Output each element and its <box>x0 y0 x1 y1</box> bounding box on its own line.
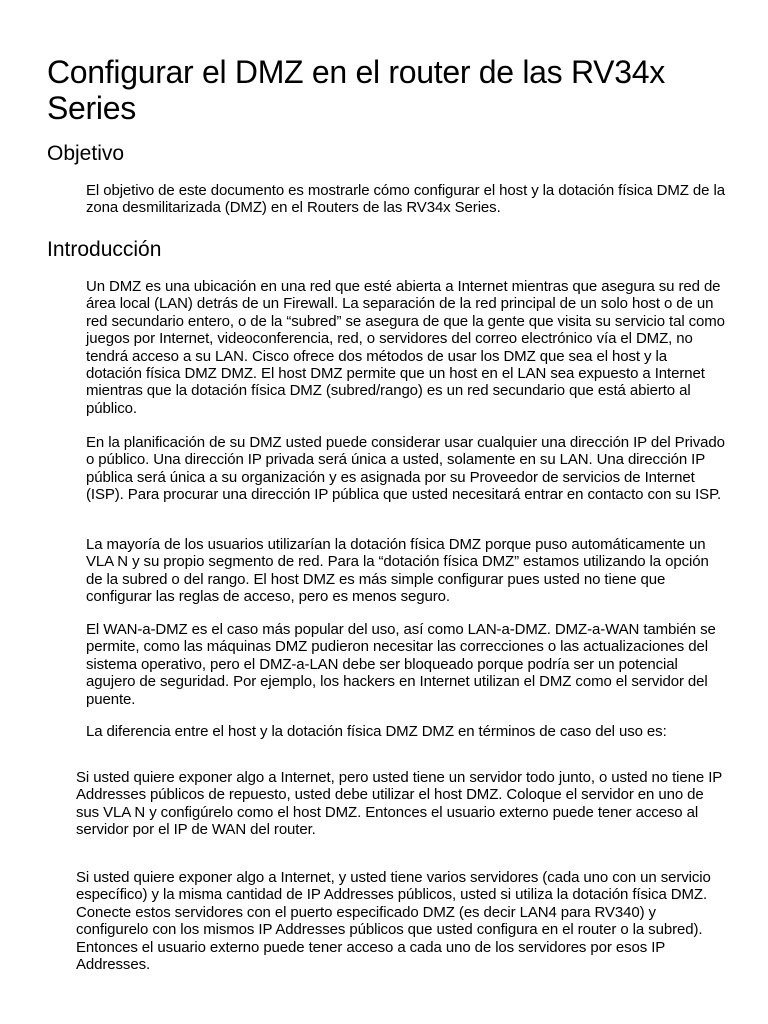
intro-paragraph-5: La diferencia entre el host y la dotación física DMZ DMZ en términos de caso del uso es: <box>86 723 667 740</box>
use-case-hardware-dmz: Si usted quiere exponer algo a Internet, y usted tiene varios servidores (cada uno con un servicio específico) y la misma cantidad de IP Addresses públicos, usted si utiliza la dotación física DMZ. Conecte estos servidores con el puerto especificado DMZ (es decir LAN4 para RV340) y configurelo con los mismos IP Addresses públicos que usted configura en el router o la subred). Entonces el usuario externo puede tener acceso a cada uno de los servidores por esos IP Addresses. <box>76 869 711 974</box>
use-case-host-dmz: Si usted quiere exponer algo a Internet, pero usted tiene un servidor todo junto, o usted no tiene IP Addresses públicos de repuesto, usted debe utilizar el host DMZ. Coloque el servidor en uno de sus VLA N y configúrelo como el host DMZ. Entonces el usuario externo puede tener acceso al servidor por el IP de WAN del router. <box>76 769 722 839</box>
intro-paragraph-4: El WAN-a-DMZ es el caso más popular del uso, así como LAN-a-DMZ. DMZ-a-WAN también se permite, como las máquinas DMZ pudieron necesitar las correcciones o las actualizaciones del sistema operativo, pero el DMZ-a-LAN debe ser bloqueado porque podría ser un potencial agujero de seguridad. Por ejemplo, los hackers en Internet utilizan el DMZ como el servidor del puente. <box>86 621 716 708</box>
intro-paragraph-2: En la planificación de su DMZ usted puede considerar usar cualquier una dirección IP del Privado o público. Una dirección IP privada será única a usted, solamente en su LAN. Una dirección IP pública será única a su organización y es asignada por su Proveedor de servicios de Internet (ISP). Para procurar una dirección IP pública que usted necesitará entrar en contacto con su ISP. <box>86 434 725 504</box>
objective-paragraph: El objetivo de este documento es mostrarle cómo configurar el host y la dotación física DMZ de la zona desmilitarizada (DMZ) en el Routers de las RV34x Series. <box>86 182 725 217</box>
introduction-heading: Introducción <box>47 238 162 261</box>
intro-paragraph-3: La mayoría de los usuarios utilizarían la dotación física DMZ porque puso automáticamente un VLA N y su propio segmento de red. Para la “dotación física DMZ” estamos utilizando la opción de la subred o del rango. El host DMZ es más simple configurar pues usted no tiene que configurar las reglas de acceso, pero es menos seguro. <box>86 536 709 606</box>
page-title: Configurar el DMZ en el router de las RV34x Series <box>47 54 665 126</box>
objective-heading: Objetivo <box>47 142 125 165</box>
intro-paragraph-1: Un DMZ es una ubicación en una red que esté abierta a Internet mientras que asegura su red de área local (LAN) detrás de un Firewall. La separación de la red principal de un solo host o de un red secundario entero, o de la “subred” se asegura de que la gente que visita su servicio tal como juegos por Internet, videoconferencia, red, o servidores del correo electrónico vía el DMZ, no tendrá acceso a su LAN. Cisco ofrece dos métodos de usar los DMZ que sea el host y la dotación física DMZ DMZ. El host DMZ permite que un host en el LAN sea expuesto a Internet mientras que la dotación física DMZ (subred/rango) es un red secundario que está abierto al público. <box>86 278 725 417</box>
